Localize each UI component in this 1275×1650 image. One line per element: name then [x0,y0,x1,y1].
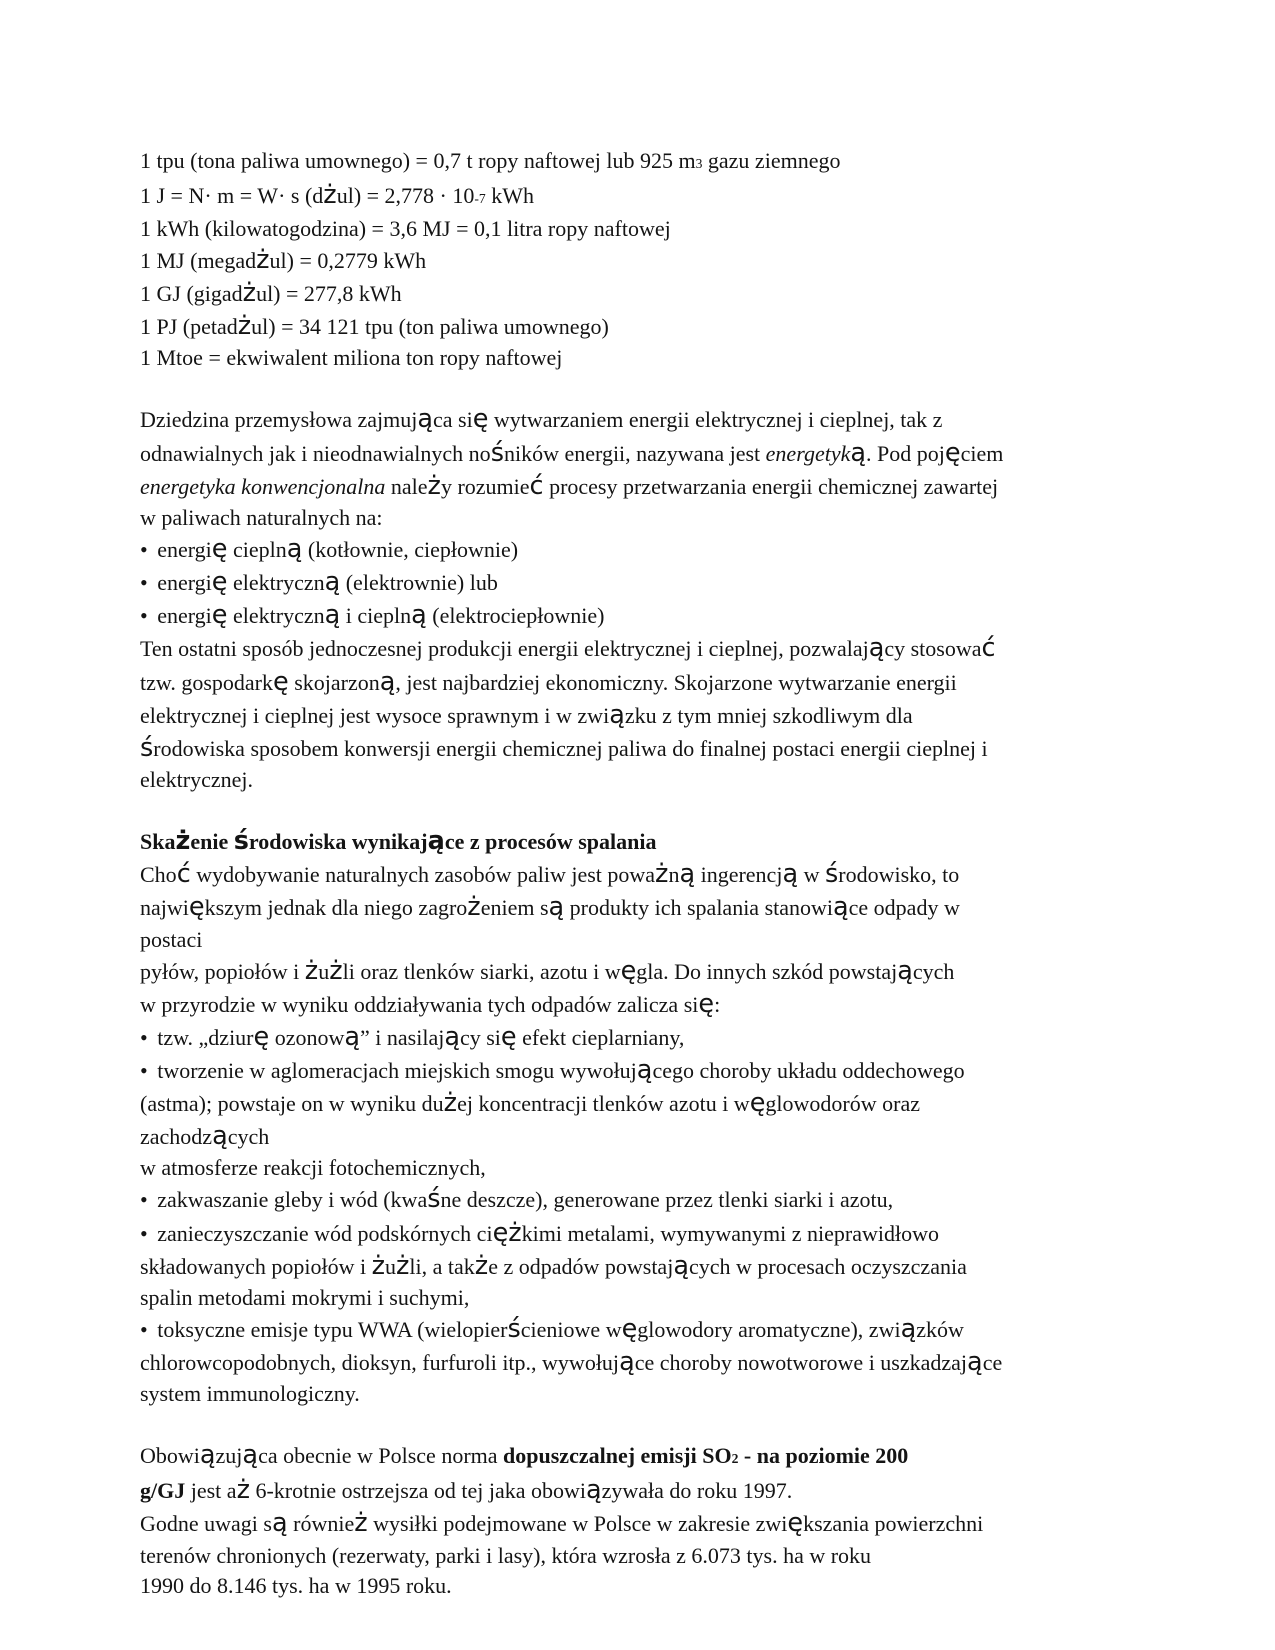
substituted-glyph: ą [411,600,427,631]
text-run: 1990 do 8.146 tys. ha w 1995 roku. [140,1572,452,1598]
substituted-glyph: ę [273,666,289,697]
bullet-line [140,1054,1150,1087]
substituted-glyph: ż [427,470,441,501]
text-run: kWh [485,183,534,208]
text-run: 1 J = N· m = W· s (dżul) = 2,778 · 10 [140,180,475,210]
substituted-glyph: ż [323,180,337,210]
substituted-glyph: ą [548,892,565,923]
substituted-glyph: ę [492,1217,509,1248]
text-line [140,858,1150,891]
text-run: 1 Mtoe = ekwiwalent miliona ton ropy naftowej [140,345,563,371]
text-run: postaci [140,926,203,952]
text-run: 2 [731,1451,739,1467]
substituted-glyph: ę [749,1088,766,1119]
text-run: energię cieplną (kotłownie, ciepłownie) [157,533,519,564]
text-line [140,503,1150,533]
text-run: odnawialnych jak i nieodnawialnych nośników energii, nazywana jest [140,437,766,468]
text-line [140,1346,1150,1379]
text-line [140,632,1150,665]
substituted-glyph: ą [967,1347,983,1378]
text-run: zachodzących [140,1121,270,1152]
section-heading [140,825,1150,858]
substituted-glyph: ą [417,404,433,435]
substituted-glyph: ę [621,1313,638,1344]
text-line [140,470,1150,503]
substituted-glyph: ą [242,1440,259,1471]
substituted-glyph: ą [444,1021,460,1052]
text-run: zanieczyszczanie wód podskórnych ciężkimi metalami, wymywanymi z nieprawidłowo [157,1217,939,1248]
text-line [140,1379,1150,1409]
text-line [140,732,1150,765]
bullet-icon: • [140,536,158,562]
substituted-glyph: ą [897,955,913,986]
bullet-icon: • [140,1024,158,1050]
substituted-glyph: ę [211,600,228,631]
text-run: 1 tpu (tona paliwa umownego) = 0,7 t ropy naftowej lub 925 m [140,148,696,173]
bullet-line [140,599,1150,632]
text-run: w przyrodzie w wyniku oddziaływania tych odpadów zalicza się: [140,988,721,1019]
substituted-glyph: ż [655,859,669,890]
text-run: tzw. gospodarkę skojarzoną, jest najbardziej ekonomiczny. Skojarzone wytwarzanie energii [140,666,957,697]
substituted-glyph: ę [500,1021,517,1052]
text-line [140,1541,1150,1571]
text-run: energię elektryczną i cieplną (elektrociepłownie) [157,600,605,631]
substituted-glyph: ą [199,1440,216,1471]
bullet-line [140,1021,1150,1054]
text-run: Obowiązująca obecnie w Polsce norma [140,1440,504,1471]
text-run: 1 GJ (gigadżul) = 277,8 kWh [140,278,402,309]
substituted-glyph: ż [443,1088,458,1119]
substituted-glyph: ę [188,892,205,923]
substituted-glyph: ż [256,245,270,275]
text-line [140,1507,1150,1540]
text-run: tzw. „dziurę ozonową” i nasilający się efekt cieplarniany, [157,1021,685,1052]
text-line [140,925,1150,955]
text-line [140,277,1150,310]
text-run: tworzenie w aglomeracjach miejskich smogu wywołującego choroby układu oddechowego [157,1054,965,1085]
text-run: środowiska sposobem konwersji energii chemicznej paliwa do finalnej postaci energii cieplnej i [140,732,988,763]
text-line [140,1153,1150,1183]
substituted-glyph: ą [585,1475,602,1506]
blank-line [140,795,1150,825]
text-line [140,1120,1150,1153]
substituted-glyph: ą [850,437,866,468]
bullet-line [140,1217,1150,1250]
substituted-glyph: ś [427,1184,441,1215]
bullet-line [140,1183,1150,1216]
text-line [140,146,1150,179]
text-line [140,1439,1150,1474]
text-run: chlorowcopodobnych, dioksyn, furfuroli itp., wywołujące choroby nowotworowe i uszkadzające [140,1347,1003,1378]
text-line [140,988,1150,1021]
substituted-glyph: ą [673,1250,689,1281]
bullet-icon: • [140,1220,158,1246]
text-line [140,955,1150,988]
text-run: terenów chronionych (rezerwaty, parki i lasy), która wzrosła z 6.073 tys. ha w roku [140,1542,872,1568]
text-run: toksyczne emisje typu WWA (wielopierścieniowe węglowodory aromatyczne), związków [157,1313,964,1344]
substituted-glyph: ę [698,988,715,1019]
text-run: jest aż 6-krotnie ostrzejsza od tej jaka obowiązywała do roku 1997. [185,1475,793,1506]
text-run: gazu ziemnego [702,148,841,173]
substituted-glyph: ą [782,859,799,890]
text-run: w atmosferze reakcji fotochemicznych, [140,1155,486,1181]
substituted-glyph: ą [286,533,303,564]
text-run: system immunologiczny. [140,1381,360,1407]
text-run: elektrycznej i cieplnej jest wysoce sprawnym i w związku z tym mniej szkodliwym dla [140,699,913,730]
text-run: Godne uwagi są również wysiłki podejmowane w Polsce w zakresie zwiększania powierzchni [140,1508,984,1539]
substituted-glyph: ą [344,1021,361,1052]
bullet-line [140,566,1150,599]
text-line [140,666,1150,699]
substituted-glyph: ż [242,278,257,309]
text-line [140,214,1150,244]
substituted-glyph: ż [396,1250,410,1281]
bullet-icon: • [140,1057,158,1083]
text-run: w paliwach naturalnych na: [140,504,383,530]
substituted-glyph: ę [620,955,637,986]
substituted-glyph: ę [787,1508,804,1539]
substituted-glyph: ą [868,633,885,664]
substituted-glyph: ż [371,1250,385,1281]
substituted-glyph: ę [944,437,961,468]
substituted-glyph: ą [271,1508,288,1539]
text-run: 3 [695,156,703,171]
substituted-glyph: ą [324,600,341,631]
text-run: elektrycznej. [140,767,253,793]
text-run: Choć wydobywanie naturalnych zasobów paliw jest poważną ingerencją w środowisko, to [140,859,960,890]
text-run: - na poziomie 200 [738,1443,909,1469]
text-run: 1 MJ (megadżul) = 0,2779 kWh [140,245,427,275]
substituted-glyph: ć [176,859,191,890]
document-content [140,146,1150,1601]
blank-line [140,1409,1150,1439]
substituted-glyph: ż [354,1508,368,1539]
text-line [140,1087,1150,1120]
text-run: Dziedzina przemysłowa zajmująca się wytwarzaniem energii elektrycznej i cieplnej, tak z [140,404,943,435]
substituted-glyph: ś [507,1313,521,1344]
text-line [140,1474,1150,1507]
text-line [140,403,1150,436]
text-run: zakwaszanie gleby i wód (kwaśne deszcze), generowane przez tlenki siarki i azotu, [157,1184,894,1215]
text-run: energetyka konwencjonalna [140,473,386,499]
text-run: Ten ostatni sposób jednoczesnej produkcji energii elektrycznej i cieplnej, pozwalający stosować [140,633,996,664]
substituted-glyph: ą [833,892,849,923]
bullet-line [140,533,1150,566]
substituted-glyph: ć [529,470,544,501]
text-line [140,244,1150,277]
substituted-glyph: ś [140,732,154,763]
bullet-icon: • [140,570,158,596]
text-run: . Pod pojęciem [866,437,1004,468]
substituted-glyph: ą [324,567,341,598]
text-run: pyłów, popiołów i żużli oraz tlenków siarki, azotu i węgla. Do innych szkód powstających [140,955,955,986]
text-run: g/GJ [140,1478,186,1504]
substituted-glyph: ż [304,955,319,986]
text-run: składowanych popiołów i żużli, a także z odpadów powstających w procesach oczyszczania [140,1250,967,1281]
substituted-glyph: ż [467,892,481,923]
substituted-glyph: ż [236,1475,250,1506]
substituted-glyph: ę [472,404,489,435]
text-line [140,437,1150,470]
substituted-glyph: ą [900,1313,917,1344]
bullet-icon: • [140,1187,158,1213]
substituted-glyph: ć [981,633,996,664]
substituted-glyph: ą [609,699,625,730]
text-run: 1 kWh (kilowatogodzina) = 3,6 MJ = 0,1 litra ropy naftowej [140,216,671,241]
text-line [140,1283,1150,1313]
substituted-glyph: ś [824,859,839,890]
text-line [140,310,1150,343]
substituted-glyph: ż [474,1250,489,1281]
text-line [140,1571,1150,1601]
text-run: Skażenie środowiska wynikające z procesów spalania [140,826,657,857]
text-run: energetyką [765,437,866,468]
substituted-glyph: ż [329,955,343,986]
substituted-glyph: ę [211,533,228,564]
text-run: należy rozumieć procesy przetwarzania energii chemicznej zawartej [385,470,999,501]
substituted-glyph: ą [619,1347,635,1378]
substituted-glyph: ę [253,1021,270,1052]
substituted-glyph: ś [490,437,504,468]
text-line [140,765,1150,795]
substituted-glyph: ą [379,666,396,697]
substituted-glyph: ż [175,826,191,857]
blank-line [140,373,1150,403]
text-run: energię elektryczną (elektrownie) lub [157,567,498,598]
bullet-icon: • [140,1316,158,1342]
text-run: największym jednak dla niego zagrożeniem są produkty ich spalania stanowiące odpady w [140,892,960,923]
substituted-glyph: ż [237,311,252,342]
bullet-icon: • [140,603,158,629]
text-run: -7 [474,191,486,206]
text-run: 1 PJ (petadżul) = 34 121 tpu (ton paliwa umownego) [140,311,609,342]
substituted-glyph: ę [211,567,228,598]
text-line [140,699,1150,732]
text-run: (astma); powstaje on w wyniku dużej koncentracji tlenków azotu i węglowodorów oraz [140,1088,920,1119]
text-line [140,1250,1150,1283]
substituted-glyph: ą [212,1121,228,1152]
text-line [140,179,1150,214]
text-run: dopuszczalnej emisji SO [503,1443,732,1469]
text-line [140,343,1150,373]
substituted-glyph: ą [427,826,445,857]
bullet-line [140,1313,1150,1346]
substituted-glyph: ż [508,1217,522,1248]
text-line [140,891,1150,924]
text-run: spalin metodami mokrymi i suchymi, [140,1284,470,1310]
substituted-glyph: ą [636,1054,653,1085]
substituted-glyph: ą [679,859,696,890]
substituted-glyph: ś [233,826,249,857]
